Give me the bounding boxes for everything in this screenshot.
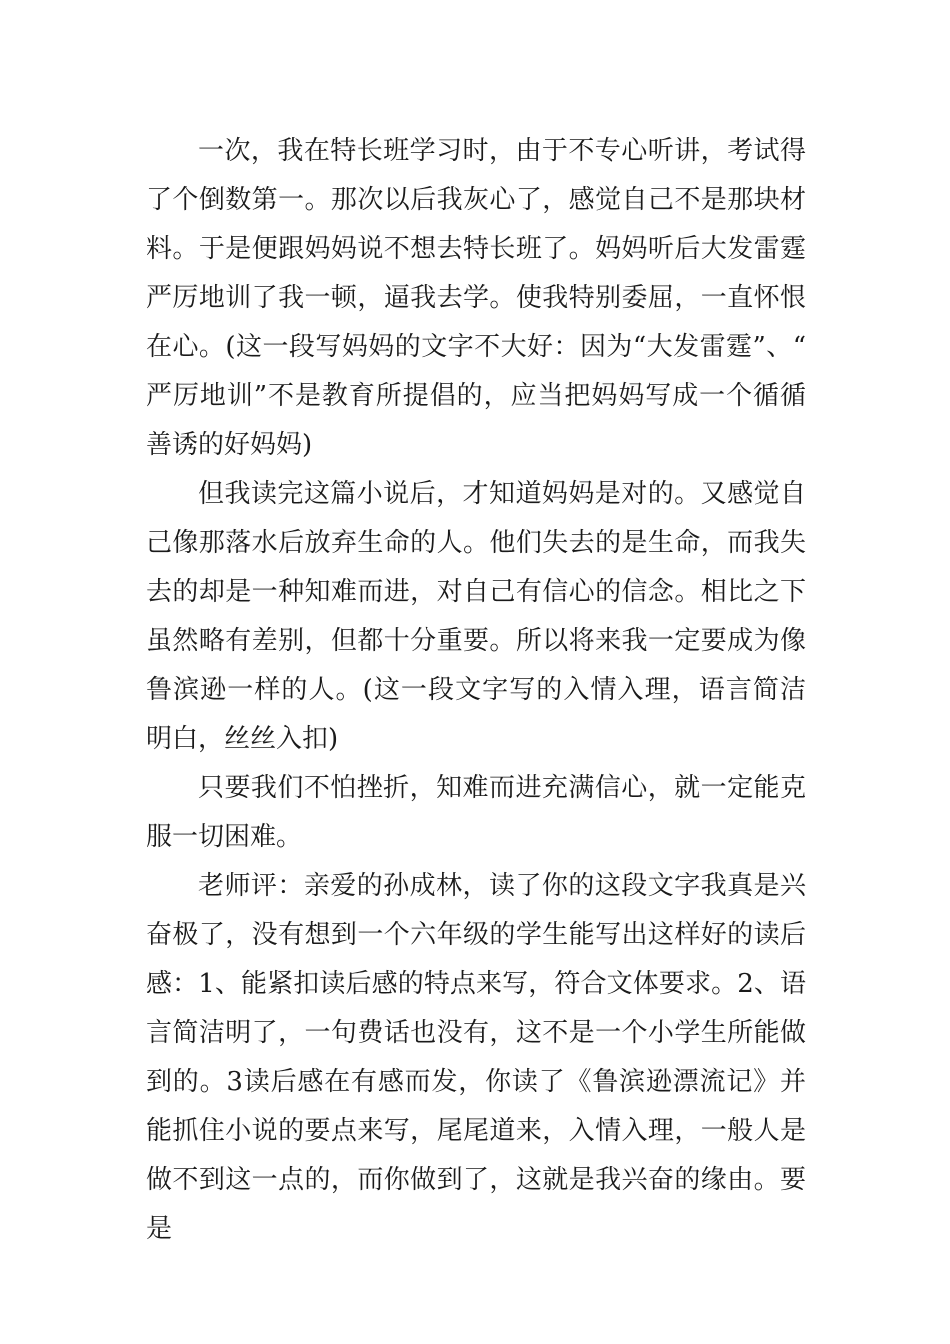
paragraph-4: 老师评：亲爱的孙成林，读了你的这段文字我真是兴奋极了，没有想到一个六年级的学生能写出这样好的读后感：1、能紧扣读后感的特点来写，符合文体要求。2、语言简洁明了，一句费话也没有，这不是一个小学生所能做到的。3读后感在有感而发，你读了《鲁滨逊漂流记》并能抓住小说的要点来写，尾尾道来，入情入理，一般人是做不到这一点的，而你做到了，这就是我兴奋的缘由。要是 [146,871,806,1244]
paragraph-3: 只要我们不怕挫折，知难而进充满信心，就一定能克服一切困难。 [146,773,806,852]
paragraph-1: 一次，我在特长班学习时，由于不专心听讲，考试得了个倒数第一。那次以后我灰心了，感觉自己不是那块材料。于是便跟妈妈说不想去特长班了。妈妈听后大发雷霆严厉地训了我一顿，逼我去学。使我特别委屈，一直怀恨在心。(这一段写妈妈的文字不大好：因为“大发雷霆”、“严厉地训”不是教育所提倡的，应当把妈妈写成一个循循善诱的好妈妈) [146,136,806,460]
paragraph-2: 但我读完这篇小说后，才知道妈妈是对的。又感觉自己像那落水后放弃生命的人。他们失去的是生命，而我失去的却是一种知难而进，对自己有信心的信念。相比之下虽然略有差别，但都十分重要。所以将来我一定要成为像鲁滨逊一样的人。(这一段文字写的入情入理，语言简洁明白，丝丝入扣) [146,479,806,754]
document-body [146,127,806,1254]
